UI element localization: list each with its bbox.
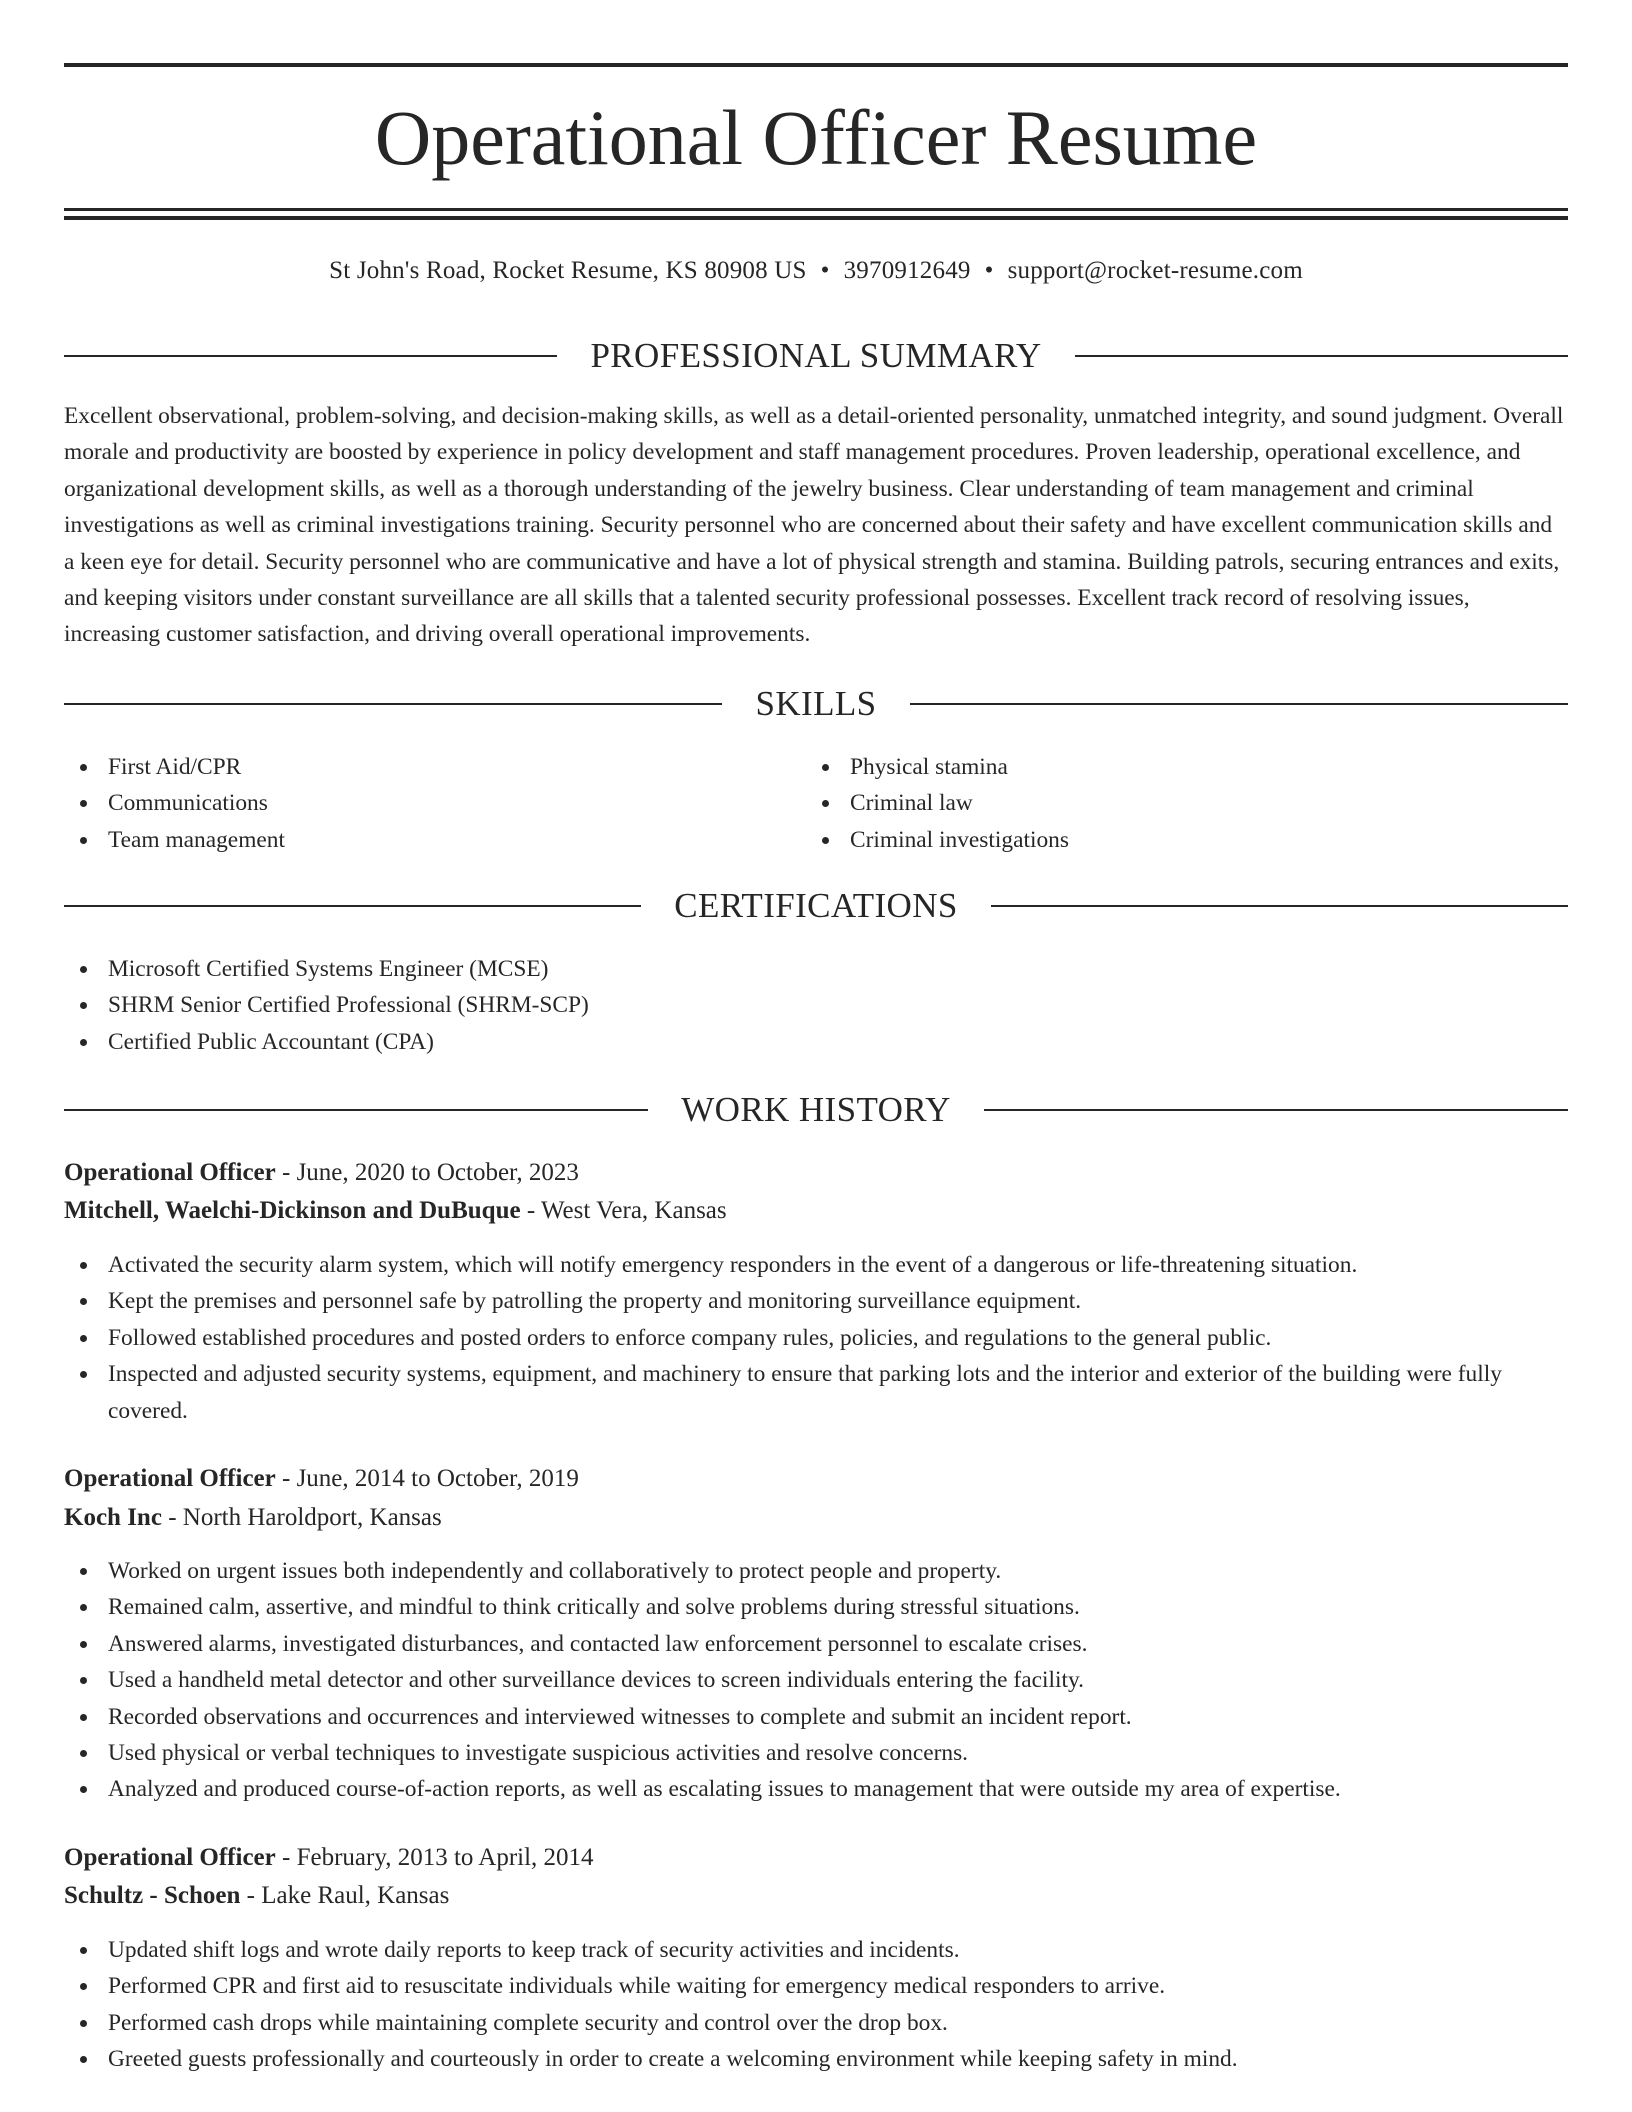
skill-item: Criminal investigations — [806, 822, 1568, 858]
job-duty: Worked on urgent issues both independently and collaboratively to protect people and property. — [64, 1553, 1568, 1589]
heading-rule-left — [64, 703, 722, 705]
job-location: - Lake Raul, Kansas — [240, 1882, 450, 1909]
job-title: Operational Officer — [64, 1465, 276, 1492]
job-title-line — [64, 1155, 1568, 1191]
job-duty: Answered alarms, investigated disturbances, and contacted law enforcement personnel to escalate crises. — [64, 1626, 1568, 1662]
job-location: - North Haroldport, Kansas — [161, 1504, 442, 1531]
skill-item: First Aid/CPR — [64, 749, 804, 785]
job-company-line — [64, 1878, 1568, 1914]
heading-rule-left — [64, 905, 641, 907]
certification-item: Certified Public Accountant (CPA) — [64, 1024, 1568, 1060]
job-dates: - June, 2014 to October, 2019 — [275, 1465, 579, 1492]
skill-item: Criminal law — [806, 785, 1568, 821]
job-duty: Kept the premises and personnel safe by patrolling the property and monitoring surveillance equipment. — [64, 1283, 1568, 1319]
skill-item: Physical stamina — [806, 749, 1568, 785]
header-top-rule — [64, 63, 1568, 67]
skills-list-left — [64, 749, 804, 858]
section-title: WORK HISTORY — [681, 1090, 951, 1129]
job-company: Schultz - Schoen — [64, 1882, 241, 1909]
job-duty: Inspected and adjusted security systems, equipment, and machinery to ensure that parking lots and the interior and exterior of the building were fully covered. — [64, 1356, 1568, 1429]
heading-rule-right — [991, 905, 1568, 907]
heading-rule-left — [64, 355, 557, 357]
heading-rule-right — [984, 1109, 1568, 1111]
job-title: Operational Officer — [64, 1844, 276, 1871]
job-duties-list — [64, 1553, 1568, 1808]
header-double-rule-upper — [64, 208, 1568, 211]
section-heading-work-history — [64, 1088, 1568, 1132]
section-heading-summary — [64, 334, 1568, 378]
job-duty: Used a handheld metal detector and other surveillance devices to screen individuals entering the facility. — [64, 1662, 1568, 1698]
job-duty: Recorded observations and occurrences and interviewed witnesses to complete and submit an incident report. — [64, 1699, 1568, 1735]
skill-item: Communications — [64, 785, 804, 821]
contact-separator: • — [984, 257, 994, 284]
job-title-line — [64, 1461, 1568, 1497]
job-duty: Used physical or verbal techniques to investigate suspicious activities and resolve concerns. — [64, 1735, 1568, 1771]
job-location: - West Vera, Kansas — [520, 1197, 727, 1224]
section-heading-skills — [64, 682, 1568, 726]
job-duty: Performed cash drops while maintaining complete security and control over the drop box. — [64, 2005, 1568, 2041]
job-company: Koch Inc — [64, 1504, 162, 1531]
job-duty: Analyzed and produced course-of-action reports, as well as escalating issues to management that were outside my area of expertise. — [64, 1771, 1568, 1807]
contact-line — [64, 254, 1568, 288]
section-title: SKILLS — [755, 684, 877, 723]
section-title: PROFESSIONAL SUMMARY — [590, 336, 1042, 375]
job-dates: - June, 2020 to October, 2023 — [275, 1159, 579, 1186]
job-duty: Performed CPR and first aid to resuscitate individuals while waiting for emergency medical responders to arrive. — [64, 1968, 1568, 2004]
job-duties-list — [64, 1932, 1568, 2078]
job-title: Operational Officer — [64, 1159, 276, 1186]
contact-address: St John's Road, Rocket Resume, KS 80908 US — [329, 257, 807, 284]
job-company-line — [64, 1193, 1568, 1229]
job-company: Mitchell, Waelchi-Dickinson and DuBuque — [64, 1197, 521, 1224]
resume-title: Operational Officer Resume — [374, 94, 1258, 181]
job-duty: Remained calm, assertive, and mindful to think critically and solve problems during stressful situations. — [64, 1589, 1568, 1625]
job-dates: - February, 2013 to April, 2014 — [275, 1844, 594, 1871]
certifications-list — [64, 951, 1568, 1060]
job-duty: Followed established procedures and posted orders to enforce company rules, policies, and regulations to the general public. — [64, 1320, 1568, 1356]
job-company-line — [64, 1500, 1568, 1536]
job-title-line — [64, 1840, 1568, 1876]
contact-separator: • — [820, 257, 830, 284]
certification-item: Microsoft Certified Systems Engineer (MCSE) — [64, 951, 1568, 987]
contact-email: support@rocket-resume.com — [1007, 257, 1303, 284]
job-duty: Updated shift logs and wrote daily reports to keep track of security activities and incidents. — [64, 1932, 1568, 1968]
skill-item: Team management — [64, 822, 804, 858]
job-duties-list — [64, 1247, 1568, 1429]
section-heading-certifications — [64, 884, 1568, 928]
job-duty: Greeted guests professionally and courteously in order to create a welcoming environment while keeping safety in mind. — [64, 2041, 1568, 2077]
certification-item: SHRM Senior Certified Professional (SHRM-SCP) — [64, 987, 1568, 1023]
heading-rule-left — [64, 1109, 648, 1111]
heading-rule-right — [1075, 355, 1568, 357]
heading-rule-right — [910, 703, 1568, 705]
professional-summary-text: Excellent observational, problem-solving, and decision-making skills, as well as a detail-oriented personality, unmatched integrity, and sound judgment. Overall morale and productivity are boosted by experience in policy development and staff management procedures. Proven leadership, operational excellence, and organizational development skills, as well as a thorough understanding of the jewelry business. Clear understanding of team management and criminal investigations as well as criminal investigations training. Security personnel who are concerned about their safety and have excellent communication skills and a keen eye for detail. Security personnel who are communicative and have a lot of physical strength and stamina. Building patrols, securing entrances and exits, and keeping visitors under constant surveillance are all skills that a talented security professional possesses. Excellent track record of resolving issues, increasing customer satisfaction, and driving overall operational improvements. — [64, 403, 1564, 648]
contact-phone: 3970912649 — [843, 257, 971, 284]
skills-list-right — [806, 749, 1568, 858]
header-double-rule-lower — [64, 216, 1568, 220]
section-title: CERTIFICATIONS — [674, 886, 958, 925]
job-duty: Activated the security alarm system, which will notify emergency responders in the event of a dangerous or life-threatening situation. — [64, 1247, 1568, 1283]
